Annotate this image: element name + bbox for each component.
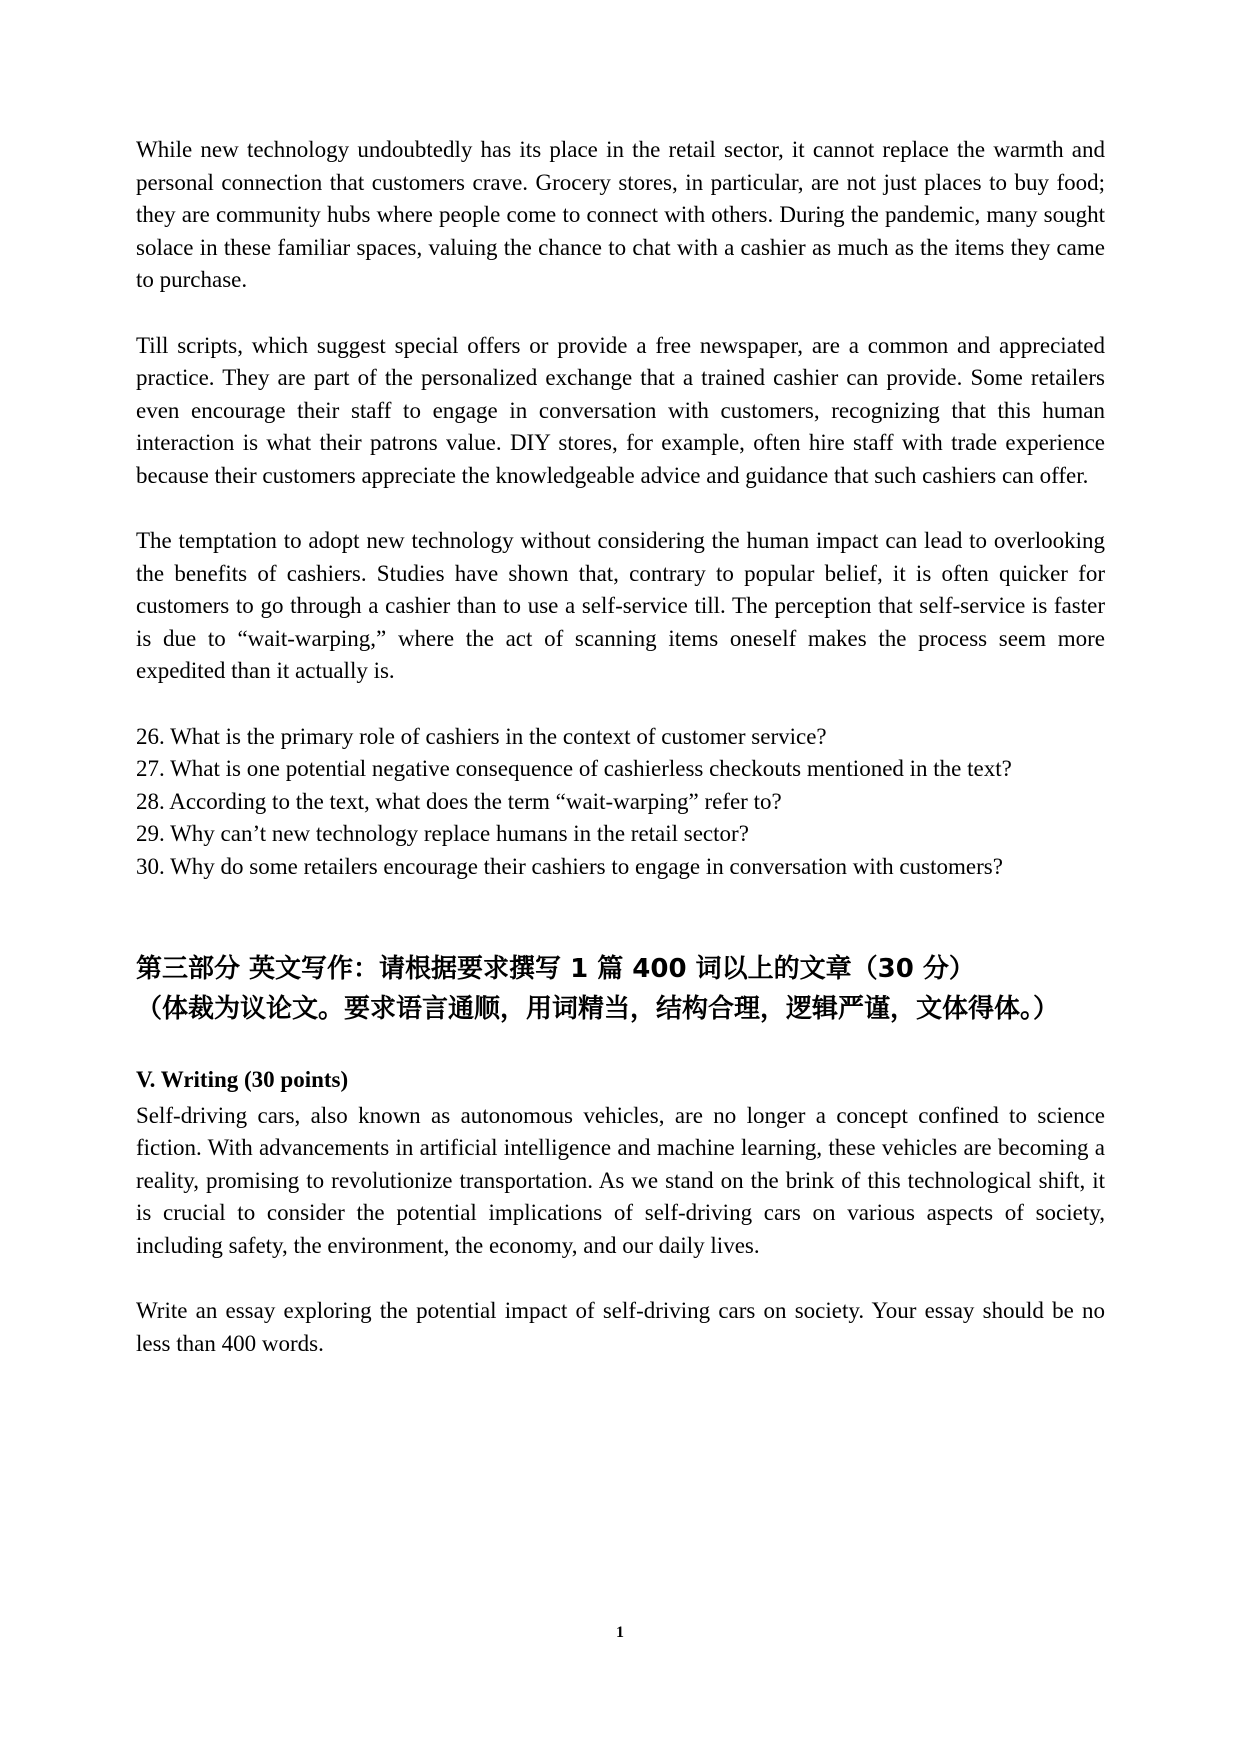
page-number: 1 bbox=[616, 1624, 624, 1641]
page-content bbox=[136, 134, 1105, 1360]
writing-section bbox=[136, 949, 1105, 1360]
reading-paragraph-2: Till scripts, which suggest special offers or provide a free newspaper, are a common and appreciated practice. They are part of the personalized exchange that a trained cashier can provide. Some retailers even encourage their staff to engage in conversation with customers, recognizing that this human interaction is what their patrons value. DIY stores, for example, often hire staff with trade experience because their customers appreciate the knowledgeable advice and guidance that such cashiers can offer. bbox=[136, 332, 1105, 488]
question-28: 28. According to the text, what does the term “wait-warping” refer to? bbox=[136, 788, 782, 814]
page-footer bbox=[0, 1624, 1240, 1642]
writing-heading-en: V. Writing (30 points) bbox=[136, 1067, 349, 1092]
reading-paragraph-1: While new technology undoubtedly has its place in the retail sector, it cannot replace the warmth and personal connection that customers crave. Grocery stores, in particular, are not just places to buy food; they are community hubs where people come to connect with others. During the pandemic, many sought solace in these familiar spaces, valuing the chance to chat with a cashier as much as the items they came to purchase. bbox=[136, 137, 1105, 292]
question-29: 29. Why can’t new technology replace humans in the retail sector? bbox=[136, 821, 749, 846]
reading-paragraph-3: The temptation to adopt new technology without considering the human impact can lead to overlooking the benefits of cashiers. Studies have shown that, contrary to popular belief, it is often quicker for customers to go through a cashier than to use a self-service till. The perception that self-service is faster is due to “wait-warping,” where the act of scanning items oneself makes the process seem more expedited than it actually is. bbox=[136, 528, 1105, 683]
writing-prompt-paragraph: Self-driving cars, also known as autonomous vehicles, are no longer a concept confined to science fiction. With advancements in artificial intelligence and machine learning, these vehicles are becoming a reality, promising to revolutionize transportation. As we stand on the brink of this technological shift, it is crucial to consider the potential implications of self-driving cars on various aspects of society, including safety, the environment, the economy, and our daily lives. bbox=[136, 1102, 1105, 1258]
writing-heading-cn-line-2: （体裁为议论文。要求语言通顺，用词精当，结构合理，逻辑严谨，文体得体。） bbox=[136, 994, 1060, 1024]
writing-instruction-paragraph: Write an essay exploring the potential impact of self-driving cars on society. Your essay should be no less than 400 words. bbox=[136, 1298, 1105, 1356]
question-30: 30. Why do some retailers encourage their cashiers to engage in conversation with customers? bbox=[136, 853, 1003, 879]
reading-questions-list bbox=[136, 721, 1105, 884]
writing-heading-cn-line-1: 第三部分 英文写作：请根据要求撰写 1 篇 400 词以上的文章（30 分） bbox=[136, 954, 975, 984]
reading-passage bbox=[136, 134, 1105, 688]
writing-section-heading-cn bbox=[136, 949, 1105, 1029]
question-27: 27. What is one potential negative consequence of cashierless checkouts mentioned in the text? bbox=[136, 756, 1012, 781]
question-26: 26. What is the primary role of cashiers in the context of customer service? bbox=[136, 723, 827, 749]
